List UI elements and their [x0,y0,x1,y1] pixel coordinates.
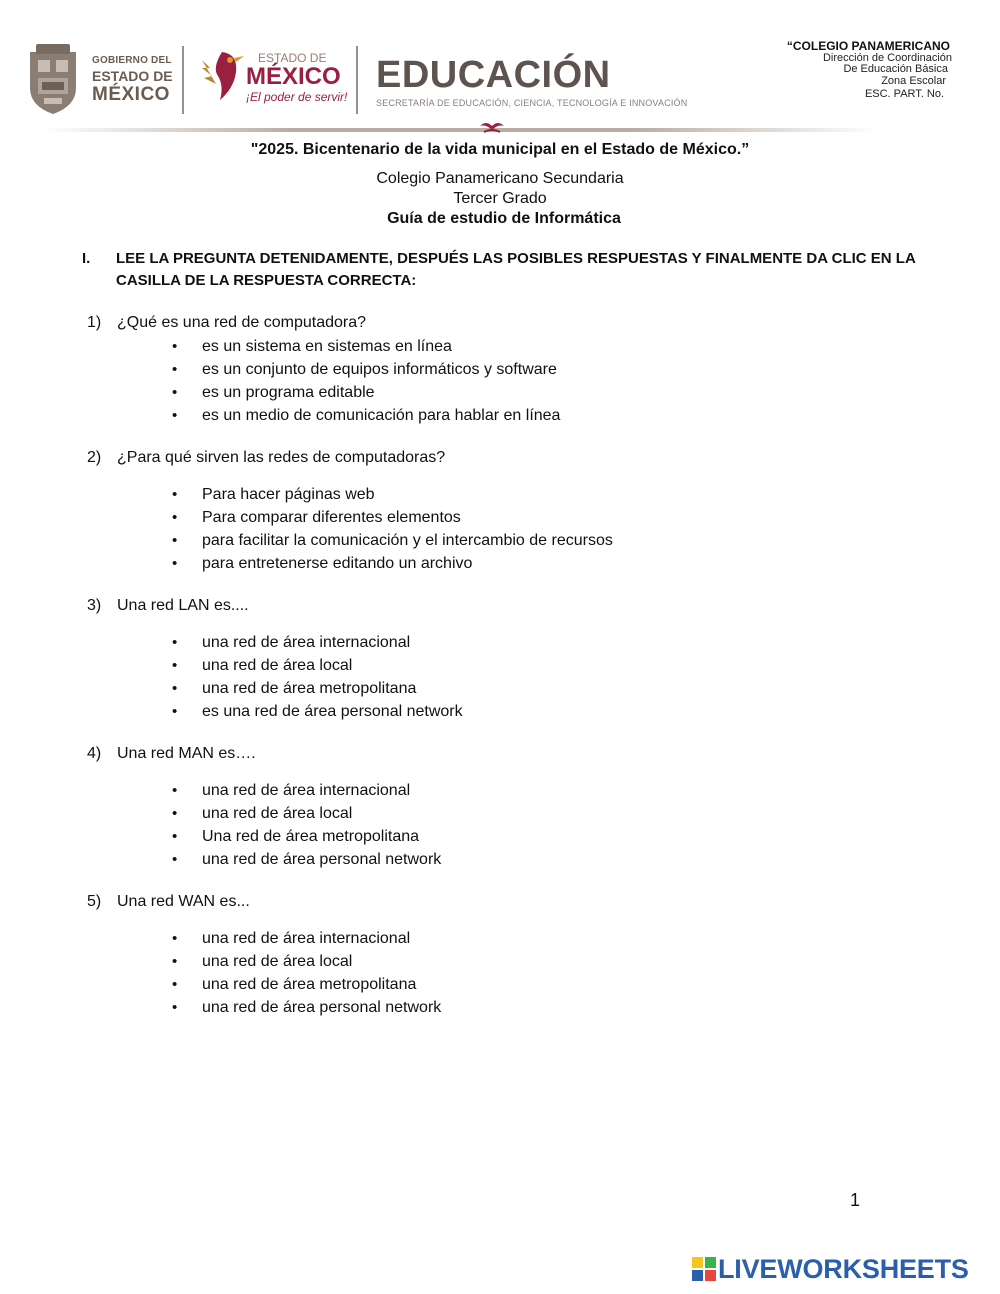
year-motto: "2025. Bicentenario de la vida municipal en el Estado de México.” [250,141,750,158]
question-text: Una red WAN es... [117,893,250,910]
answer-option[interactable]: • Una red de área metropolitana [172,825,441,848]
logo-divider [356,46,358,114]
educacion-title: EDUCACIÓN [376,54,611,96]
page-number: 1 [850,1190,861,1210]
gobierno-estado-mexico-logo-text [92,56,173,104]
school-box-level: De Educación Básica [843,63,948,76]
answer-option[interactable]: • una red de área personal network [172,996,441,1019]
answer-option[interactable]: • una red de área internacional [172,779,441,802]
instruction-number: I. [82,250,91,267]
school-box-direction: Dirección de Coordinación [822,51,952,64]
gobierno-line-1: GOBIERNO DEL [92,55,172,66]
question-2-options [172,483,613,575]
answer-option[interactable]: • una red de área local [172,950,441,973]
school-box-name: “COLEGIO PANAMERICANO [786,39,950,53]
question-text: ¿Para qué sirven las redes de computadoras? [117,449,446,466]
question-number: 5) [87,893,102,910]
instruction-text: LEE LA PREGUNTA DETENIDAMENTE, DESPUÉS LAS POSIBLES RESPUESTAS Y FINALMENTE DA CLIC EN LA CASILLA DE LA RESPUESTA CORRECTA: [116,250,916,289]
answer-option[interactable]: • una red de área internacional [172,631,463,654]
question-1 [87,314,366,332]
gobierno-line-2: ESTADO DE [92,68,173,84]
question-1-options [172,335,560,427]
estado-mexico-slogan: ¡El poder de servir! [246,90,348,104]
question-2 [87,449,445,467]
answer-option[interactable]: • es un conjunto de equipos informáticos y software [172,358,560,381]
answer-option[interactable]: • una red de área internacional [172,927,441,950]
header-rule [44,128,880,132]
liveworksheets-badge-icon [692,1257,716,1281]
grade-level: Tercer Grado [453,190,547,207]
answer-option[interactable]: • una red de área metropolitana [172,973,441,996]
question-number: 4) [87,745,102,762]
question-number: 3) [87,597,102,614]
question-3-options [172,631,463,723]
answer-option[interactable]: • una red de área local [172,654,463,677]
school-info-box [752,40,952,101]
question-number: 2) [87,449,102,466]
answer-option[interactable]: • para facilitar la comunicación y el intercambio de recursos [172,529,613,552]
school-name: Colegio Panamericano Secundaria [376,170,624,187]
answer-option[interactable]: • una red de área local [172,802,441,825]
answer-option[interactable]: • Para hacer páginas web [172,483,613,506]
question-text: Una red LAN es.... [117,597,249,614]
answer-option[interactable]: • es una red de área personal network [172,700,463,723]
answer-option[interactable]: • es un programa editable [172,381,560,404]
logo-divider [182,46,184,114]
answer-option[interactable]: • es un sistema en sistemas en línea [172,335,560,358]
answer-option[interactable]: • para entretenerse editando un archivo [172,552,613,575]
answer-option[interactable]: • Para comparar diferentes elementos [172,506,613,529]
state-coat-of-arms-icon [24,44,82,116]
school-box-number: ESC. PART. No. [864,88,944,101]
answer-option[interactable]: • es un medio de comunicación para hablar en línea [172,404,560,427]
educacion-logo [376,56,687,108]
guide-title: Guía de estudio de Informática [387,210,621,227]
educacion-subtitle: SECRETARÍA DE EDUCACIÓN, CIENCIA, TECNOLOGÍA E INNOVACIÓN [376,98,688,108]
question-number: 1) [87,314,102,331]
document-header [0,0,1000,140]
question-5-options [172,927,441,1019]
liveworksheets-wordmark: LIVEWORKSHEETS [718,1254,969,1284]
estado-mexico-logo-text [246,52,347,103]
estado-mexico-bird-icon [198,46,246,106]
question-4-options [172,779,441,871]
question-5 [87,893,250,911]
header-ornament-icon [478,120,506,136]
question-3 [87,597,249,615]
instructions [82,248,972,292]
estado-mexico-line-2: MÉXICO [246,63,341,90]
question-text: ¿Qué es una red de computadora? [117,314,367,331]
question-4 [87,745,256,763]
question-text: Una red MAN es…. [117,745,256,762]
school-box-zone: Zona Escolar [881,74,946,87]
gobierno-line-3: MÉXICO [92,84,170,105]
estado-mexico-line-1: ESTADO DE [258,51,327,65]
answer-option[interactable]: • una red de área metropolitana [172,677,463,700]
answer-option[interactable]: • una red de área personal network [172,848,441,871]
